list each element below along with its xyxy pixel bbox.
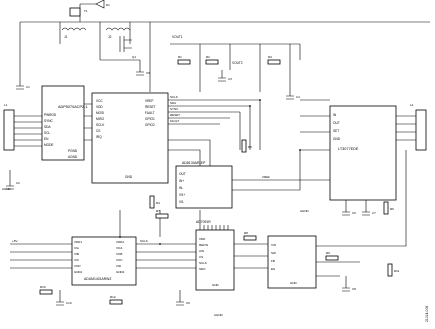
r6-ref: R6: [390, 207, 394, 211]
c9-ref: C9: [186, 301, 190, 305]
output-connector-j2: [396, 103, 426, 232]
ic-adc: [196, 220, 234, 290]
ic-driver: [176, 161, 232, 208]
r12-ref: R12: [110, 295, 116, 299]
net-vout1: VOUT1: [172, 35, 183, 39]
ic-output-regulator: [330, 106, 396, 200]
ic-iso-pin: VOA: [116, 246, 123, 250]
ic-driver-ref: AD8130AR-EP: [182, 161, 206, 165]
ic-ctrl-pin: GND: [125, 175, 133, 179]
ic-ctrl-pin: VREF: [145, 99, 154, 103]
ic-ctrl-pin: GPIO1: [145, 117, 155, 121]
ic-main-pin: AGND: [68, 155, 78, 159]
ic-ctrl-pin: RESET: [145, 105, 156, 109]
c5-ref: C5: [146, 71, 150, 75]
ic-driver-pin: VS-: [179, 200, 185, 204]
r3-ref: R3: [268, 55, 272, 59]
j2-ref: L2: [410, 103, 414, 107]
ic-ctrl-pin: VDD: [96, 105, 103, 109]
ic-iso-pin: GND2: [116, 270, 125, 274]
net-gnd-left: AGND: [2, 187, 11, 191]
net-sclk-bottom: SCLK: [140, 239, 148, 243]
r10-ref: R10: [40, 285, 46, 289]
l1-ref: J1: [64, 35, 68, 39]
mosfet-q1: [120, 36, 136, 59]
ic-pwr-pin: VIN: [271, 243, 277, 247]
ic-iso-pin: VID: [116, 264, 122, 268]
net-vref: VREF: [262, 175, 271, 179]
ic-adc-pin: GND: [212, 283, 219, 287]
ic-iso-pin: VIC: [74, 258, 80, 262]
ic-pwr-pin: SW: [271, 251, 276, 255]
net-gnd-bottom: AGND: [214, 313, 223, 317]
ic-iso-pin: VOB: [116, 252, 123, 256]
ic-iso-pin: VOC: [116, 258, 123, 262]
ic-ctrl-pin: MOSI: [96, 111, 105, 115]
r4-ref: R4: [156, 201, 160, 205]
r2-ref: R2: [206, 55, 210, 59]
ic-adc-pin: VDD: [199, 237, 206, 241]
ic-ctrl-pin: CS: [96, 129, 101, 133]
ic-main-pin: SDA: [44, 125, 51, 129]
ic-driver-pin: OUT: [179, 172, 186, 176]
ic-main-ref: ADP5070ACPZ-1: [58, 105, 88, 109]
net-gnd-right: AGND: [300, 209, 309, 213]
ic-adc-pin: AIN: [199, 249, 205, 253]
r9-ref: R9: [326, 251, 330, 255]
r5-ref: R5: [248, 145, 252, 149]
ic-ctrl-pin: VCC: [96, 99, 103, 103]
ic-pwr-pin: EN: [271, 267, 276, 271]
ic-ctrl-pin: SCLK: [96, 123, 105, 127]
ic-out-pin: GND: [333, 137, 341, 141]
ic-iso-pin: VIB: [74, 252, 79, 256]
ic-pwr-pin: GND: [290, 281, 297, 285]
ic-main: [42, 86, 88, 160]
ic-out-pin: SET: [333, 129, 340, 133]
ic-ctrl-pin: GPIO2: [145, 123, 155, 127]
connector-j1: [4, 103, 42, 150]
right-passives: [300, 200, 394, 215]
diode-d1: [96, 0, 110, 8]
ic-power-stage: [268, 236, 316, 288]
ic-iso-ref: ADUM1401ARWZ: [84, 277, 112, 281]
ic-pwr-pin: FB: [271, 259, 275, 263]
c10-ref: C10: [66, 301, 72, 305]
ic-main-pin: EN: [44, 137, 49, 141]
inductor-l1: [62, 28, 86, 39]
ic-adc-pin: CS: [199, 255, 204, 259]
ic-driver-pin: IN+: [179, 179, 185, 183]
l2-ref: J2: [108, 35, 112, 39]
q1-ref: Q1: [132, 55, 137, 59]
ic-controller: [92, 93, 168, 183]
net-fault: FAULT: [170, 119, 180, 123]
ic-main-pin: PWRGD: [44, 113, 57, 117]
ic-adc-pin: REFIN: [199, 243, 208, 247]
adc-pin-ticks: [200, 225, 228, 230]
j1-ref: L1: [4, 103, 8, 107]
c1-ref: C1: [26, 85, 30, 89]
ic-driver-pin: VS+: [179, 193, 186, 197]
net-sync: SYNC: [170, 107, 179, 111]
ic-out-pin: IN: [333, 113, 337, 117]
c3-ref: C3: [228, 77, 232, 81]
r1-ref: R1: [178, 55, 182, 59]
figure-id: 21014-006: [425, 305, 429, 322]
net-sda: SDA: [170, 101, 177, 105]
ic-ctrl-pin: IRQ: [96, 135, 102, 139]
ic-out-pin: OUT: [333, 121, 340, 125]
ic-main-pin: PGND: [68, 149, 78, 153]
net-5v: +5V: [12, 239, 18, 243]
ic-iso-pin: VDD1: [74, 240, 83, 244]
transformer-t1: [70, 8, 88, 16]
ic-iso-pin: GND1: [74, 270, 83, 274]
r7-ref: R7: [156, 209, 160, 213]
ic-adc-pin: SDO: [199, 267, 206, 271]
net-vout2: VOUT2: [232, 61, 243, 65]
ic-adc-ref: AD7091R: [196, 220, 211, 224]
ic-ctrl-pin: FAULT: [145, 111, 155, 115]
ic-driver-pin: IN-: [179, 186, 184, 190]
c2-ref: C2: [16, 181, 20, 185]
ic-iso-pin: VIA: [74, 246, 79, 250]
c7-ref: C7: [372, 211, 376, 215]
r8-ref: R8: [244, 231, 248, 235]
ic-ctrl-pin: MISO: [96, 117, 105, 121]
net-reset: RESET: [170, 113, 181, 117]
ic-main-pin: MODE: [44, 143, 54, 147]
ic-isolator: [72, 237, 136, 285]
net-sclk: SCLK: [170, 95, 178, 99]
inductor-l2: [106, 28, 130, 39]
ic-adc-pin: SCLK: [199, 261, 207, 265]
c4-ref: C4: [296, 95, 300, 99]
c8-ref: C8: [352, 287, 356, 291]
ic-main-pin: SCL: [44, 131, 51, 135]
t1-ref: T1: [84, 9, 88, 13]
c6-ref: C6: [352, 211, 356, 215]
r11-ref: R11: [394, 269, 400, 273]
ic-iso-pin: VOD: [74, 264, 81, 268]
ic-out-ref: LT3077EDE: [338, 147, 359, 151]
d1-ref: D1: [106, 3, 110, 7]
ic-main-pin: SYNC: [44, 119, 53, 123]
ic-iso-pin: VDD2: [116, 240, 125, 244]
